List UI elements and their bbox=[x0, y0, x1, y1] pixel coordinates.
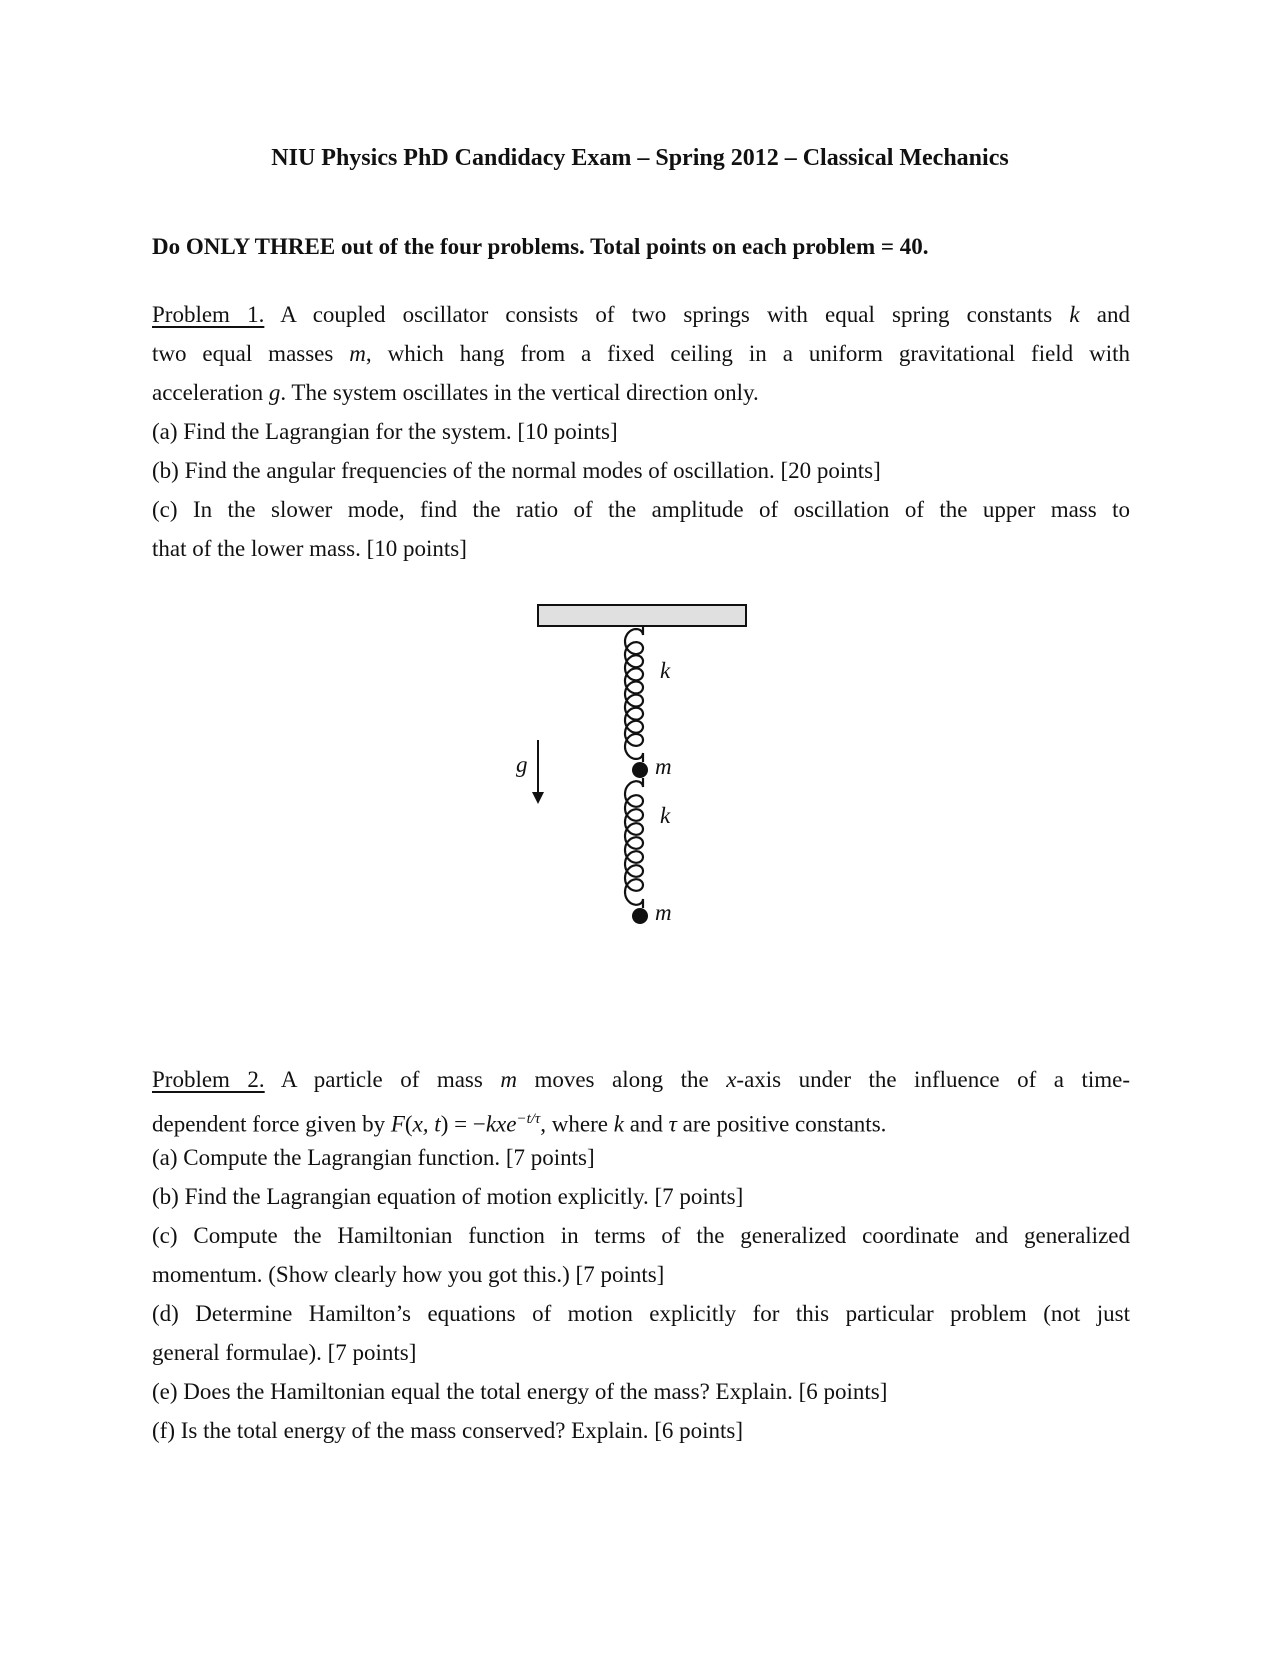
text-line bbox=[152, 1221, 1130, 1251]
text-segment: general formulae). [7 points] bbox=[152, 1340, 417, 1365]
math-symbol: x bbox=[726, 1067, 737, 1092]
text-segment: are positive constants. bbox=[676, 1111, 887, 1137]
text-segment: ) = − bbox=[440, 1111, 486, 1137]
text-line bbox=[152, 1143, 1130, 1173]
text-segment: moves along the bbox=[516, 1067, 727, 1092]
text-segment: (e) Does the Hamiltonian equal the total energy of the mass? Explain. [6 points] bbox=[152, 1379, 888, 1404]
text-segment: momentum. (Show clearly how you got this.) [7 points] bbox=[152, 1262, 665, 1287]
text-line bbox=[152, 1416, 1130, 1446]
text-segment: A particle of mass bbox=[264, 1067, 501, 1092]
text-segment: (c) In the slower mode, find the ratio of the amplitude of oscillation of the upper mass to bbox=[152, 497, 1130, 522]
text-line bbox=[152, 1338, 1130, 1368]
text-segment: (d) Determine Hamilton’s equations of motion explicitly for this particular problem (not just bbox=[152, 1301, 1130, 1326]
spring-label-lower: k bbox=[660, 803, 671, 828]
text-line bbox=[152, 1104, 1130, 1140]
text-segment: A coupled oscillator consists of two springs with equal spring constants bbox=[264, 302, 1070, 327]
text-line bbox=[152, 534, 1130, 564]
text-segment: (c) Compute the Hamiltonian function in terms of the generalized coordinate and generalized bbox=[152, 1223, 1130, 1248]
math-symbol: x, t bbox=[412, 1111, 441, 1137]
text-segment: (b) Find the angular frequencies of the normal modes of oscillation. [20 points] bbox=[152, 458, 881, 483]
page-title: NIU Physics PhD Candidacy Exam – Spring 2012 – Classical Mechanics bbox=[271, 145, 1009, 171]
mass-label-upper: m bbox=[655, 754, 672, 779]
lower-spring bbox=[625, 778, 643, 908]
text-segment: and bbox=[1079, 302, 1130, 327]
text-segment: . The system oscillates in the vertical direction only. bbox=[280, 380, 759, 405]
text-line bbox=[152, 495, 1130, 525]
text-line bbox=[152, 1065, 1130, 1095]
math-symbol: F bbox=[390, 1111, 405, 1137]
instructions: Do ONLY THREE out of the four problems. Total points on each problem = 40. bbox=[152, 234, 929, 259]
text-segment: −t/τ bbox=[516, 1111, 541, 1127]
math-symbol: m bbox=[500, 1067, 517, 1092]
spring-label-upper: k bbox=[660, 658, 671, 683]
text-line bbox=[152, 378, 1130, 408]
text-segment: , where bbox=[540, 1111, 614, 1137]
gravity-label: g bbox=[516, 752, 528, 777]
text-segment: (f) Is the total energy of the mass conserved? Explain. [6 points] bbox=[152, 1418, 744, 1443]
text-line bbox=[152, 1377, 1130, 1407]
text-segment: ( bbox=[404, 1111, 413, 1137]
text-line bbox=[152, 456, 1130, 486]
upper-mass bbox=[632, 762, 648, 778]
math-symbol: k bbox=[1069, 302, 1080, 327]
upper-spring bbox=[625, 626, 643, 762]
lower-mass bbox=[632, 908, 648, 924]
text-segment: (b) Find the Lagrangian equation of motion explicitly. [7 points] bbox=[152, 1184, 744, 1209]
mass-label-lower: m bbox=[655, 900, 672, 925]
text-line bbox=[152, 1182, 1130, 1212]
text-line bbox=[152, 1299, 1130, 1329]
text-segment: dependent force given by bbox=[152, 1111, 391, 1137]
text-segment: -axis under the influence of a time- bbox=[736, 1067, 1130, 1092]
math-symbol: g bbox=[268, 380, 281, 405]
text-segment: acceleration bbox=[152, 380, 269, 405]
spring-mass-figure bbox=[500, 590, 760, 940]
text-segment: two equal masses bbox=[152, 341, 350, 366]
coupled-oscillator-diagram bbox=[500, 590, 760, 945]
math-symbol: m bbox=[349, 341, 366, 366]
ceiling bbox=[538, 605, 746, 626]
text-segment: that of the lower mass. [10 points] bbox=[152, 536, 467, 561]
text-segment: (a) Find the Lagrangian for the system. [10 points] bbox=[152, 419, 618, 444]
arrowhead-icon bbox=[532, 792, 544, 804]
text-segment: (a) Compute the Lagrangian function. [7 points] bbox=[152, 1145, 595, 1170]
problem-heading: Problem 1. bbox=[152, 302, 265, 327]
text-segment: , which hang from a fixed ceiling in a uniform gravitational field with bbox=[365, 341, 1131, 366]
problem-heading: Problem 2. bbox=[152, 1067, 265, 1092]
math-symbol: τ bbox=[668, 1111, 677, 1137]
math-symbol: kxe bbox=[485, 1111, 517, 1137]
text-segment: and bbox=[623, 1111, 669, 1137]
math-symbol: k bbox=[613, 1111, 624, 1137]
text-line bbox=[152, 339, 1130, 369]
text-line bbox=[152, 1260, 1130, 1290]
text-line bbox=[152, 300, 1130, 330]
text-line bbox=[152, 417, 1130, 447]
